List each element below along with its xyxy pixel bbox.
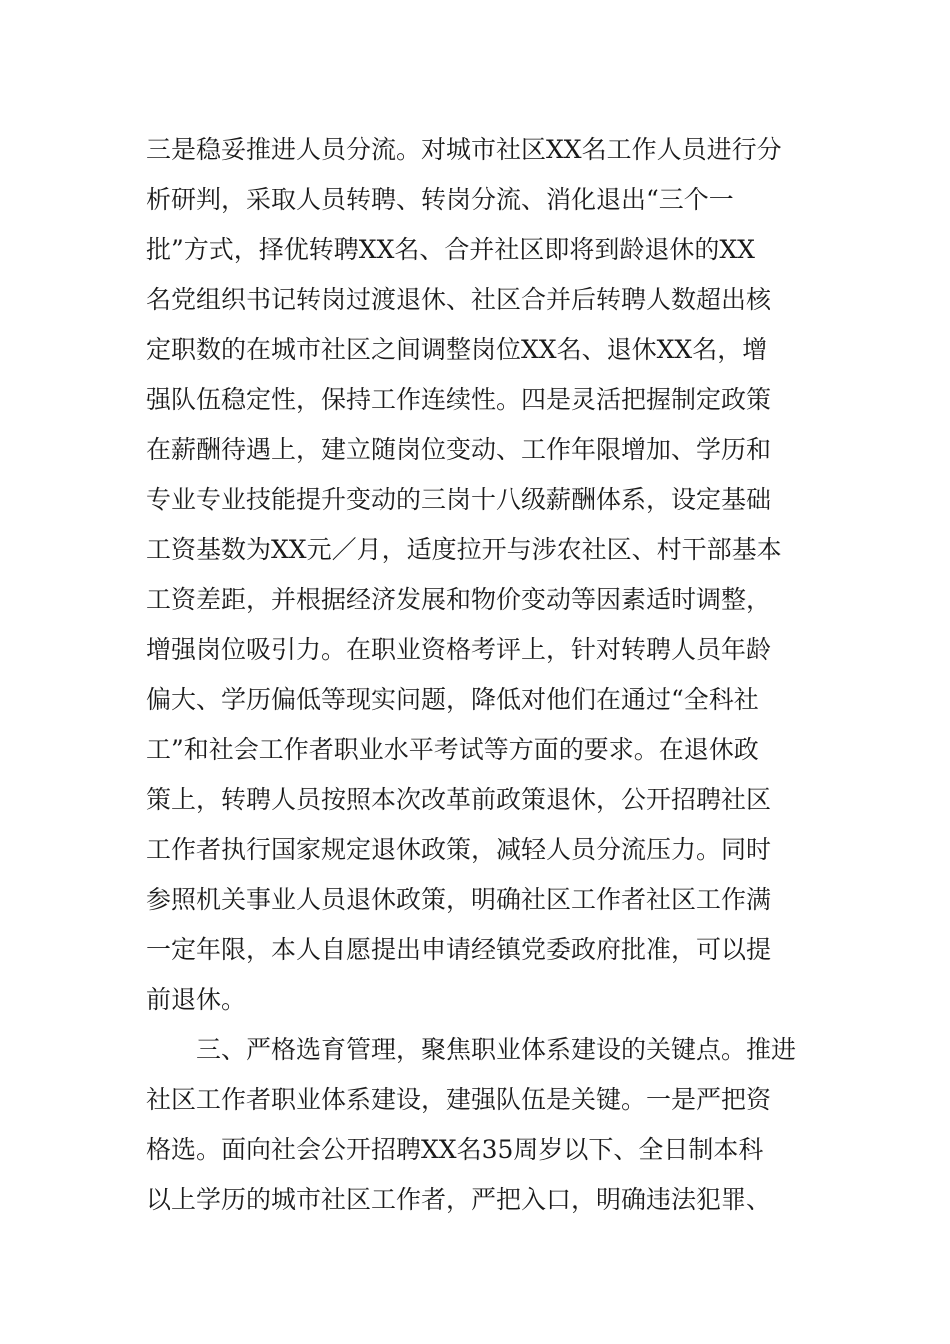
paragraph-1-line: 在薪酬待遇上，建立随岗位变动、工作年限增加、学历和 — [146, 435, 772, 464]
paragraph-1-line: 专业专业技能提升变动的三岗十八级薪酬体系，设定基础 — [146, 485, 772, 514]
paragraph-1-line: 一定年限，本人自愿提出申请经镇党委政府批准，可以提 — [146, 935, 772, 964]
paragraph-1-line: 工作者执行国家规定退休政策，减轻人员分流压力。同时 — [146, 835, 772, 864]
paragraph-1-line: 工资基数为XX元／月，适度拉开与涉农社区、村干部基本 — [146, 535, 782, 564]
paragraph-2-line: 社区工作者职业体系建设，建强队伍是关键。一是严把资 — [146, 1085, 772, 1114]
paragraph-1-line: 参照机关事业人员退休政策，明确社区工作者社区工作满 — [146, 885, 772, 914]
paragraph-1-line: 策上，转聘人员按照本次改革前政策退休，公开招聘社区 — [146, 785, 772, 814]
paragraph-1-line: 析研判，采取人员转聘、转岗分流、消化退出“三个一 — [146, 185, 734, 214]
paragraph-1-line: 前退休。 — [146, 985, 247, 1014]
paragraph-1-line: 批”方式，择优转聘XX名、合并社区即将到龄退休的XX — [146, 235, 755, 264]
paragraph-2-line: 格选。面向社会公开招聘XX名35周岁以下、全日制本科 — [146, 1135, 764, 1164]
paragraph-2-line: 以上学历的城市社区工作者，严把入口，明确违法犯罪、 — [146, 1185, 772, 1214]
paragraph-1-line: 名党组织书记转岗过渡退休、社区合并后转聘人数超出核 — [146, 285, 772, 314]
paragraph-1-line: 工资差距，并根据经济发展和物价变动等因素适时调整， — [146, 585, 772, 614]
paragraph-1-line: 三是稳妥推进人员分流。对城市社区XX名工作人员进行分 — [146, 135, 782, 164]
paragraph-2-line: 三、严格选育管理，聚焦职业体系建设的关键点。推进 — [196, 1035, 797, 1064]
paragraph-1-line: 偏大、学历偏低等现实问题，降低对他们在通过“全科社 — [146, 685, 759, 714]
paragraph-1-line: 强队伍稳定性，保持工作连续性。四是灵活把握制定政策 — [146, 385, 772, 414]
paragraph-1-line: 增强岗位吸引力。在职业资格考评上，针对转聘人员年龄 — [146, 635, 772, 664]
paragraph-1-line: 工”和社会工作者职业水平考试等方面的要求。在退休政 — [146, 735, 759, 764]
paragraph-1-line: 定职数的在城市社区之间调整岗位XX名、退休XX名，增 — [146, 335, 768, 364]
